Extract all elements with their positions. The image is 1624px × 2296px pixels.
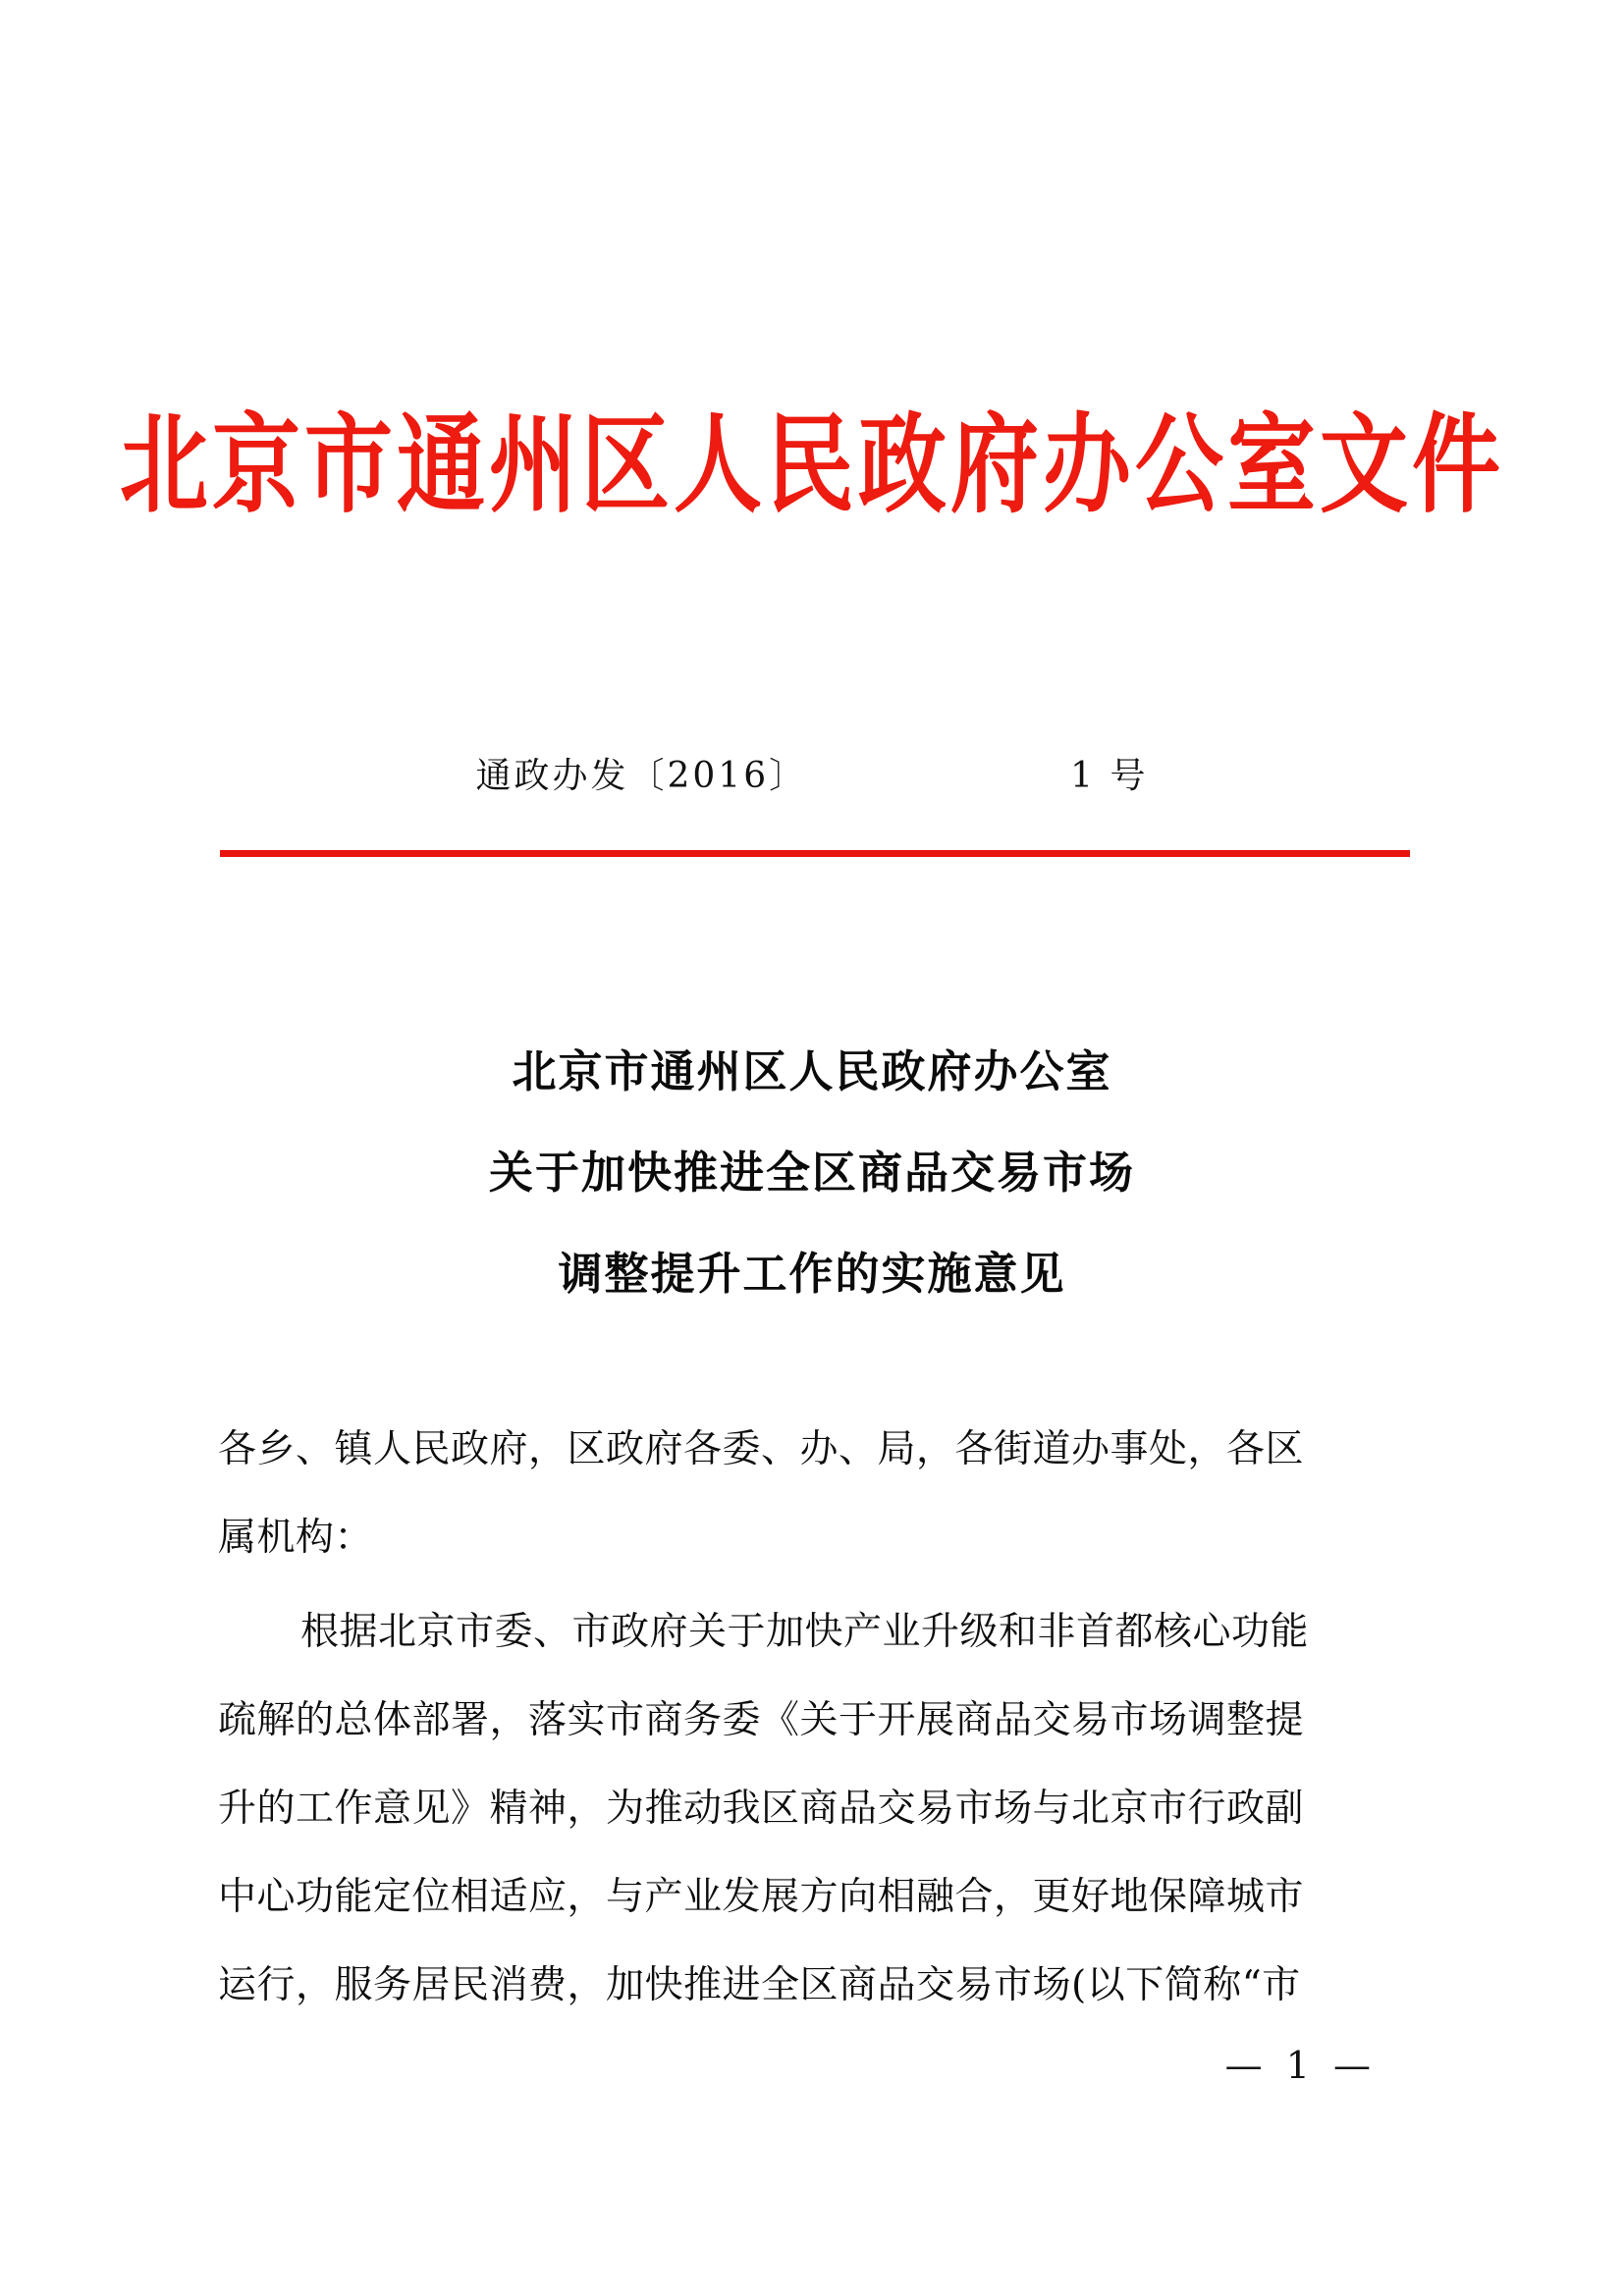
- paragraph-1-line-2: 疏解的总体部署，落实市商务委《关于开展商品交易市场调整提: [218, 1698, 1305, 1742]
- red-separator-rule: [220, 850, 1410, 857]
- masthead: [0, 402, 1624, 529]
- salutation-line-1: 各乡、镇人民政府，区政府各委、办、局，各街道办事处，各区: [218, 1427, 1305, 1471]
- document-title-line-3: 调整提升工作的实施意见: [558, 1248, 1066, 1300]
- paragraph-1-line-5: 运行，服务居民消费，加快推进全区商品交易市场(以下简称“市: [218, 1963, 1301, 2007]
- document-number: [0, 748, 1624, 798]
- salutation-line-2: 属机构：: [218, 1516, 374, 1560]
- page-footer: [0, 2044, 1624, 2087]
- document-number-prefix: 通政办发〔2016〕: [475, 756, 808, 796]
- document-number-suffix: 1 号: [1070, 756, 1149, 796]
- masthead-title: 北京市通州区人民政府办公室文件: [120, 402, 1504, 529]
- page-number: — 1 —: [1224, 2044, 1377, 2087]
- paragraph-1-line-1: 根据北京市委、市政府关于加快产业升级和非首都核心功能: [300, 1610, 1310, 1654]
- paragraph-1-line-3: 升的工作意见》精神，为推动我区商品交易市场与北京市行政副: [218, 1787, 1305, 1831]
- paragraph-1-line-4: 中心功能定位相适应，与产业发展方向相融合，更好地保障城市: [218, 1875, 1305, 1919]
- document-title: [0, 1021, 1624, 1324]
- document-body: [218, 1406, 1418, 2030]
- document-title-line-2: 关于加快推进全区商品交易市场: [488, 1147, 1135, 1199]
- document-title-line-1: 北京市通州区人民政府办公室: [512, 1045, 1112, 1097]
